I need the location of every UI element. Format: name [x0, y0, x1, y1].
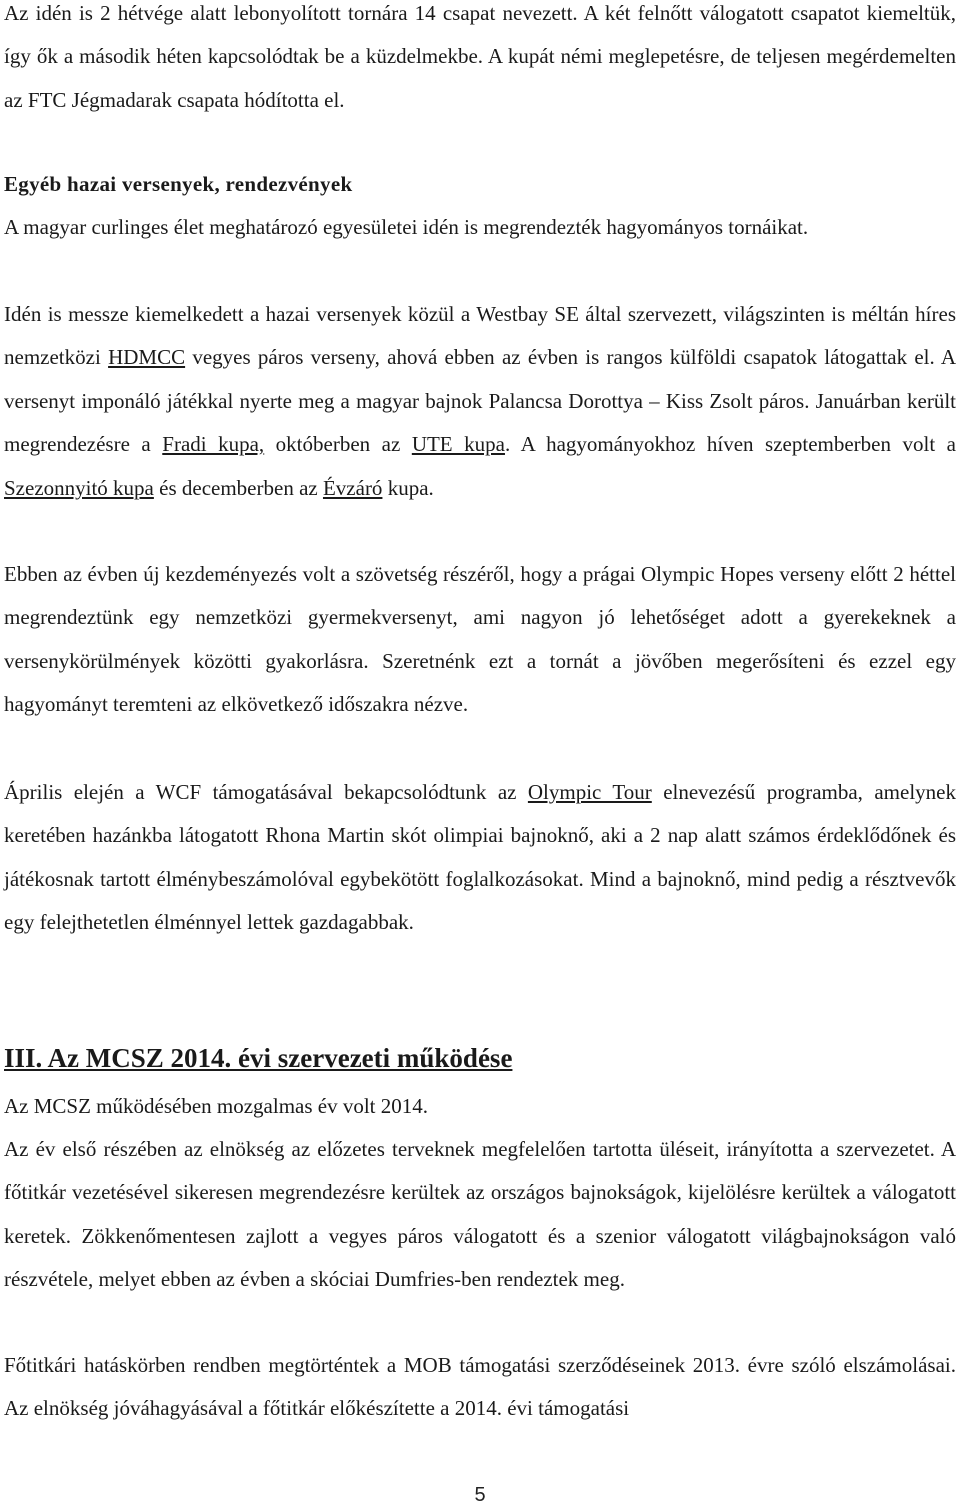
text-segment: Április elején a WCF támogatásával bekapcsolódtunk az [4, 780, 528, 804]
link-fradi-kupa[interactable]: Fradi kupa, [162, 432, 265, 457]
paragraph-domestic-events [4, 293, 956, 510]
link-olympic-tour[interactable]: Olympic Tour [527, 780, 652, 804]
paragraph-clubs-tournaments: A magyar curlinges élet meghatározó egyesületei idén is megrendezték hagyományos tornáikat. [4, 215, 809, 239]
paragraph-children-competition: Ebben az évben új kezdeményezés volt a szövetség részéről, hogy a prágai Olympic Hopes verseny előtt 2 héttel megrendeztünk egy nemzetközi gyermekversenyt, ami nagyon jó lehetőséget adott a gyerekeknek a versenykörülmények közötti gyakorlásra. Szeretnénk ezt a tornát a jövőben megerősíteni és ezzel egy hagyományt teremteni az elkövetkező időszakra nézve. [4, 562, 956, 717]
text-segment: vegyes páros verseny, ahová ebben az évben is rangos külföldi csapatok látogattak el. A versenyt imponáló játékkal nyerte meg a magyar bajnok Palancsa Dorottya – Kiss Zsolt páros. Januárban került megrendezésre a [4, 345, 957, 457]
text-segment: . A hagyományokhoz híven szeptemberben volt a [504, 432, 956, 457]
text-segment: októberben az [264, 432, 412, 457]
paragraph-board-activity: Az év első részében az elnökség az előzetes terveknek megfelelően tartotta üléseit, irányította a szervezetet. A főtitkár vezetésével sikeresen megrendezésre kerültek az országos bajnokságok, kijelölésre kerültek a válogatott keretek. Zökkenőmentesen zajlott a vegyes páros válogatott és a szenior válogatott világbajnokságon való részvétele, melyet ebben az évben a skóciai Dumfries-ben rendeztek meg. [4, 1137, 956, 1292]
text-segment: Idén is messze kiemelkedett a hazai versenyek közül a Westbay SE által szervezett, világszinten is méltán híres nemzetközi [4, 302, 956, 370]
paragraph-busy-year: Az MCSZ működésében mozgalmas év volt 2014. [4, 1094, 429, 1118]
link-hdmcc[interactable]: HDMCC [108, 345, 186, 370]
paragraph-olympic-tour [4, 771, 956, 945]
text-segment: elnevezésű programba, amelynek keretében hazánkba látogatott Rhona Martin skót olimpiai bajnoknő, aki a 2 nap alatt számos érdeklődőnek és játékosnak tartott élménybeszámolóval egybekötött foglalkozásokat. Mind a bajnoknő, mind pedig a résztvevők egy felejthetetlen élménnyel lettek gazdagabbak. [4, 780, 956, 935]
section-heading-organization: III. Az MCSZ 2014. évi szervezeti működése [4, 1043, 513, 1073]
paragraph-tournament-result: Az idén is 2 hétvége alatt lebonyolított tornára 14 csapat nevezett. A két felnőtt válogatott csapatot kiemeltük, így ők a második héten kapcsolódtak be a küzdelmekbe. A kupát némi meglepetésre, de teljesen megérdemelten az FTC Jégmadarak csapata hódította el. [4, 1, 956, 112]
text-segment: és decemberben az [153, 475, 323, 500]
subheading-other-events: Egyéb hazai versenyek, rendezvények [4, 172, 353, 196]
page-number: 5 [474, 1484, 486, 1506]
paragraph-secretary-general: Főtitkári hatáskörben rendben megtörténtek a MOB támogatási szerződéseinek 2013. évre szóló elszámolásai. Az elnökség jóváhagyásával a főtitkár előkészítette a 2014. évi támogatási [4, 1353, 956, 1421]
link-evzaro[interactable]: Évzáró [322, 475, 383, 500]
text-segment: kupa. [382, 475, 434, 500]
link-ute-kupa[interactable]: UTE kupa [411, 432, 505, 457]
link-szezonnyito-kupa[interactable]: Szezonnyitó kupa [4, 475, 154, 500]
